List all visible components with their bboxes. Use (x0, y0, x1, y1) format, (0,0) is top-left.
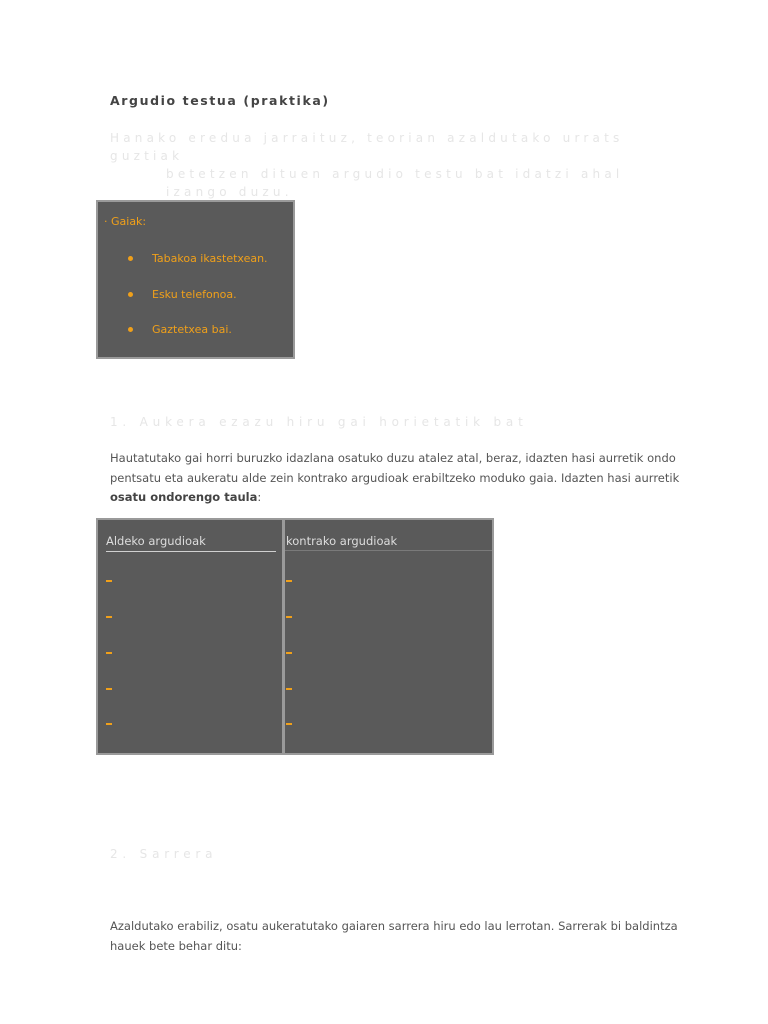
column-divider (282, 520, 285, 753)
section-2-heading: 2. Sarrera (110, 847, 218, 861)
section-1-paragraph (110, 449, 680, 508)
con-argument-slot[interactable] (286, 652, 292, 654)
intro-text (110, 129, 670, 201)
con-argument-slot[interactable] (286, 723, 292, 725)
section-2-paragraph: Azaldutako erabiliz, osatu aukeratutako gaiaren sarrera hiru edo lau lerrotan. Sarrerak bi baldintza hauek bete behar ditu: (110, 919, 678, 953)
intro-line-2: betetzen dituen argudio testu bat idatzi ahal izango duzu. (166, 167, 624, 199)
con-argument-slot[interactable] (286, 580, 292, 582)
pro-argument-slot[interactable] (106, 688, 112, 690)
topic-label: Gaztetxea bai. (152, 323, 232, 336)
header-underline-right (285, 550, 492, 551)
con-argument-slot[interactable] (286, 688, 292, 690)
header-underline-left (106, 551, 276, 552)
con-argument-slot[interactable] (286, 616, 292, 618)
topic-label: Tabakoa ikastetxean. (152, 252, 268, 265)
topics-label: · Gaiak: (104, 215, 147, 228)
bullet-icon (128, 292, 133, 297)
arguments-table (96, 518, 494, 755)
pro-argument-slot[interactable] (106, 723, 112, 725)
intro-line-1: Hanako eredua jarraituz, teorian azaldutako urrats guztiak (110, 131, 624, 163)
pro-arguments-header: Aldeko argudioak (106, 534, 206, 548)
page-title: Argudio testua (praktika) (110, 93, 330, 108)
topic-label: Esku telefonoa. (152, 288, 237, 301)
section-1-heading: 1. Aukera ezazu hiru gai horietatik bat (110, 415, 528, 429)
paragraph-emphasis: osatu ondorengo taula (110, 490, 258, 504)
pro-argument-slot[interactable] (106, 616, 112, 618)
paragraph-end: : (257, 490, 262, 504)
pro-argument-slot[interactable] (106, 580, 112, 582)
con-arguments-header: kontrako argudioak (286, 534, 398, 548)
bullet-icon (128, 256, 133, 261)
pro-argument-slot[interactable] (106, 652, 112, 654)
bullet-icon (128, 327, 133, 332)
topics-box (96, 200, 295, 359)
paragraph-text: Hautatutako gai horri buruzko idazlana osatuko duzu atalez atal, beraz, idazten hasi aurretik ondo pentsatu eta aukeratu alde zein kontrako argudioak erabiltzeko moduko gaia. Idazten hasi aurretik (110, 451, 680, 485)
